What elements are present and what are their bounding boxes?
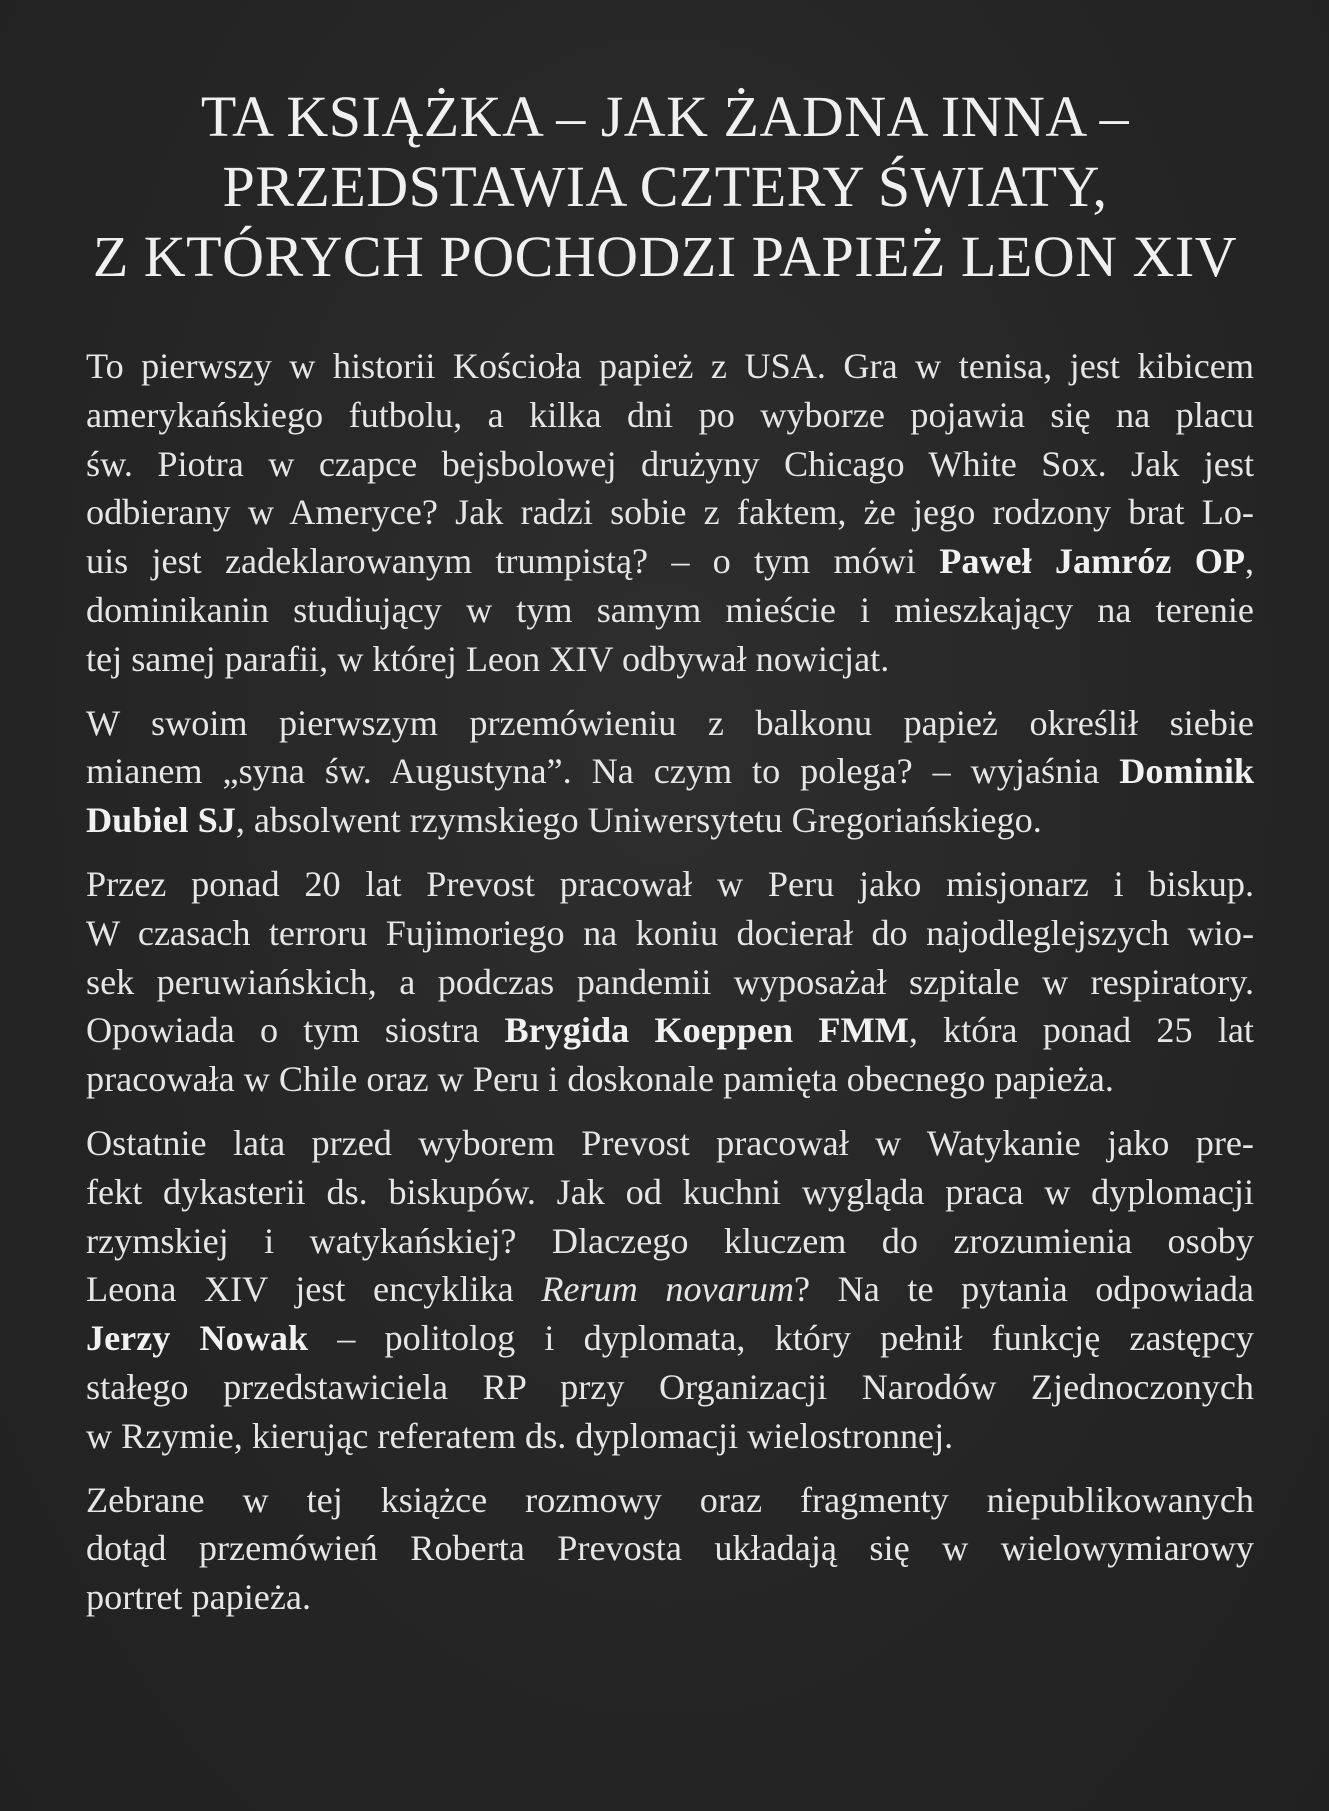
text-line: Zebrane w tej książce rozmowy oraz fragmenty niepublikowanych <box>86 1479 1254 1520</box>
text-line: tej samej parafii, w której Leon XIV odbywał nowicjat. <box>86 638 890 679</box>
text-line: Ostatnie lata przed wyborem Prevost pracował w Watykanie jako pre- <box>86 1122 1254 1163</box>
headline-line-1: TA KSIĄŻKA – JAK ŻADNA INNA – <box>200 84 1130 149</box>
text-line: pracowała w Chile oraz w Peru i doskonale pamięta obecnego papieża. <box>86 1059 1114 1100</box>
text-line: Jerzy Nowak – politolog i dyplomata, który pełnił funkcję zastępcy <box>86 1318 1254 1359</box>
blurb-body <box>86 342 1254 1637</box>
author-name-jamroz: Paweł Jamróz OP <box>939 541 1245 582</box>
cover-headline <box>70 82 1260 292</box>
text-line: mianem „syna św. Augustyna”. Na czym to polega? – wyjaśnia Dominik <box>86 751 1254 792</box>
paragraph-summary <box>86 1476 1254 1622</box>
headline-line-3: Z KTÓRYCH POCHODZI PAPIEŻ LEON XIV <box>92 224 1238 289</box>
text-line: amerykańskiego futbolu, a kilka dni po wyborze pojawia się na placu <box>86 394 1254 435</box>
text-line: W czasach terroru Fujimoriego na koniu docierał do najodleglejszych wio- <box>86 912 1254 953</box>
text-line: portret papieża. <box>86 1577 312 1618</box>
text-line: sek peruwiańskich, a podczas pandemii wyposażał szpitale w respiratory. <box>86 961 1254 1002</box>
text-line: Leona XIV jest encyklika Rerum novarum? Na te pytania odpowiada <box>86 1269 1254 1310</box>
text-line: uis jest zadeklarowanym trumpistą? – o tym mówi Paweł Jamróz OP, <box>86 541 1254 582</box>
encyclical-title: Rerum novarum <box>541 1269 795 1310</box>
text-line: Przez ponad 20 lat Prevost pracował w Peru jako misjonarz i biskup. <box>86 863 1254 904</box>
text-line: św. Piotra w czapce bejsbolowej drużyny Chicago White Sox. Jak jest <box>86 443 1254 484</box>
text-line: stałego przedstawiciela RP przy Organizacji Narodów Zjednoczonych <box>86 1366 1254 1407</box>
author-name-koeppen: Brygida Koeppen FMM <box>504 1010 909 1051</box>
text-line: odbierany w Ameryce? Jak radzi sobie z faktem, że jego rodzony brat Lo- <box>86 492 1254 533</box>
text-line: W swoim pierwszym przemówieniu z balkonu papież określił siebie <box>86 702 1254 743</box>
text-line: Opowiada o tym siostra Brygida Koeppen FMM, która ponad 25 lat <box>86 1010 1254 1051</box>
headline-line-2: PRZEDSTAWIA CZTERY ŚWIATY, <box>222 154 1108 219</box>
text-line: fekt dykasterii ds. biskupów. Jak od kuchni wygląda praca w dyplomacji <box>86 1171 1254 1212</box>
text-line: Dubiel SJ, absolwent rzymskiego Uniwersytetu Gregoriańskiego. <box>86 800 1042 841</box>
author-name-dubiel-last: Dubiel SJ <box>86 800 236 841</box>
author-name-dubiel-first: Dominik <box>1119 751 1254 792</box>
paragraph-jamroz <box>86 342 1254 684</box>
paragraph-koeppen <box>86 860 1254 1104</box>
text-line: rzymskiej i watykańskiej? Dlaczego kluczem do zrozumienia osoby <box>86 1220 1254 1261</box>
text-line: dotąd przemówień Roberta Prevosta układają się w wielowymiarowy <box>86 1528 1254 1569</box>
author-name-nowak: Jerzy Nowak <box>86 1318 309 1359</box>
paragraph-dubiel <box>86 699 1254 845</box>
paragraph-nowak <box>86 1119 1254 1461</box>
text-line: dominikanin studiujący w tym samym mieście i mieszkający na terenie <box>86 589 1254 630</box>
text-line: To pierwszy w historii Kościoła papież z USA. Gra w tenisa, jest kibicem <box>86 346 1254 386</box>
text-line: w Rzymie, kierując referatem ds. dyplomacji wielostronnej. <box>86 1415 954 1456</box>
